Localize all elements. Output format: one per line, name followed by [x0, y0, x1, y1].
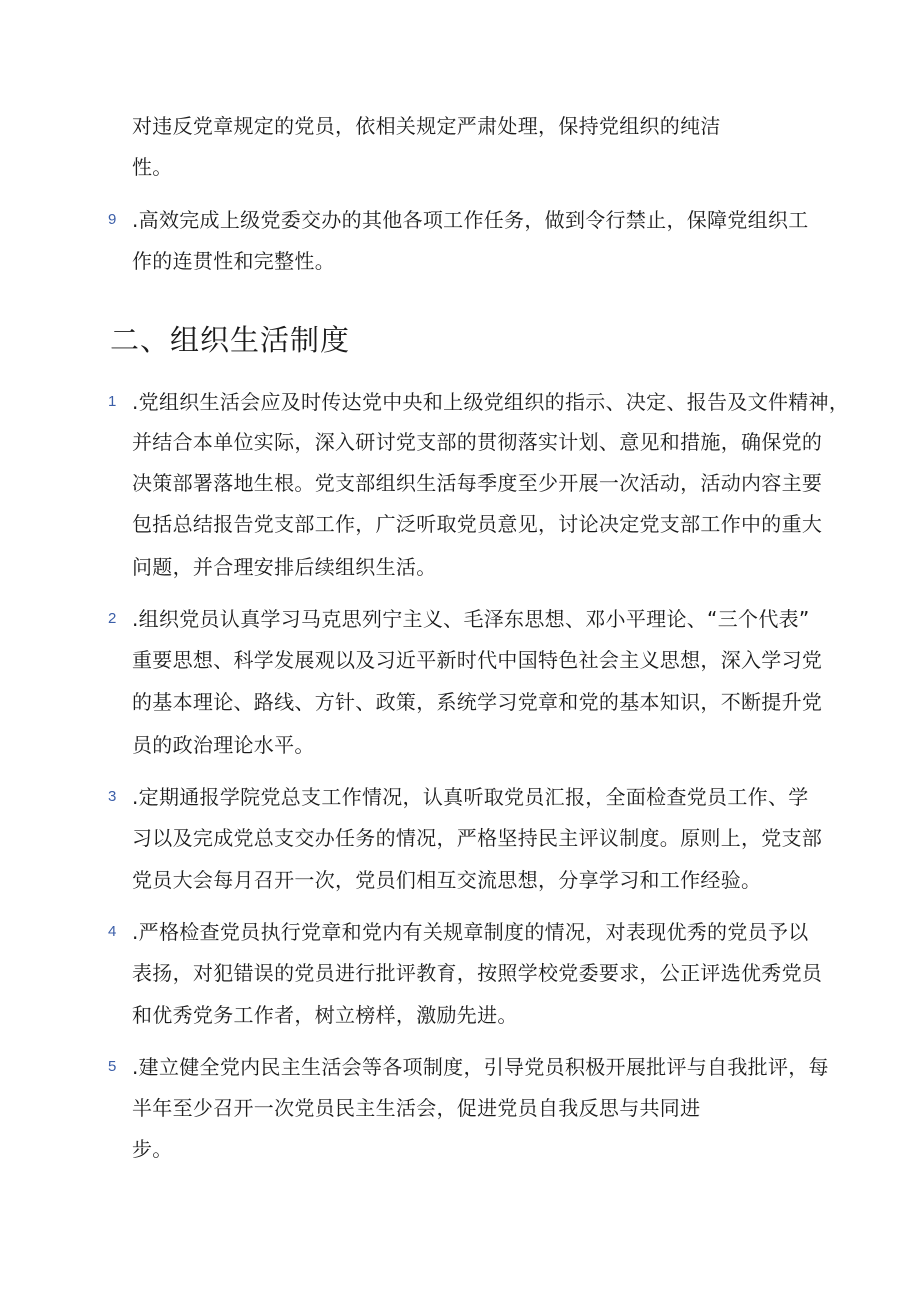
paragraph-line: 对违反党章规定的党员，依相关规定严肃处理，保持党组织的纯洁 — [132, 114, 721, 138]
paragraph-line: .建立健全党内民主生活会等各项制度，引导党员积极开展批评与自我批评，每 — [132, 1055, 829, 1079]
list-number: 4 — [108, 923, 117, 940]
list-number: 5 — [108, 1058, 117, 1075]
paragraph-line: 和优秀党务工作者，树立榜样，激励先进。 — [132, 1003, 518, 1027]
paragraph-line: 的基本理论、路线、方针、政策，系统学习党章和党的基本知识，不断提升党 — [132, 690, 823, 714]
list-number: 9 — [108, 211, 117, 228]
paragraph-line: .组织党员认真学习马克思列宁主义、毛泽东思想、邓小平理论、“三个代表” — [132, 607, 810, 631]
paragraph-line: 半年至少召开一次党员民主生活会，促进党员自我反思与共同进 — [132, 1096, 701, 1120]
list-number: 2 — [108, 610, 117, 627]
paragraph-line: 作的连贯性和完整性。 — [132, 249, 335, 273]
paragraph-line: 重要思想、科学发展观以及习近平新时代中国特色社会主义思想，深入学习党 — [132, 648, 823, 672]
paragraph-line: 党员大会每月召开一次，党员们相互交流思想，分享学习和工作经验。 — [132, 868, 762, 892]
paragraph-line: .高效完成上级党委交办的其他各项工作任务，做到令行禁止，保障党组织工 — [132, 208, 809, 232]
paragraph-line: .党组织生活会应及时传达党中央和上级党组织的指示、决定、报告及文件精神， — [132, 390, 850, 414]
paragraph-line: .定期通报学院党总支工作情况，认真听取党员汇报，全面检查党员工作、学 — [132, 785, 809, 809]
paragraph-line: .严格检查党员执行党章和党内有关规章制度的情况，对表现优秀的党员予以 — [132, 920, 809, 944]
paragraph-line: 并结合本单位实际，深入研讨党支部的贯彻落实计划、意见和措施，确保党的 — [132, 430, 823, 454]
section-heading: 二、组织生活制度 — [110, 323, 351, 357]
paragraph-line: 步。 — [132, 1137, 173, 1161]
paragraph-line: 问题，并合理安排后续组织生活。 — [132, 555, 437, 579]
paragraph-line: 性。 — [132, 155, 173, 179]
paragraph-line: 员的政治理论水平。 — [132, 733, 315, 757]
list-number: 1 — [108, 393, 117, 410]
paragraph-line: 决策部署落地生根。党支部组织生活每季度至少开展一次活动，活动内容主要 — [132, 471, 823, 495]
paragraph-line: 习以及完成党总支交办任务的情况，严格坚持民主评议制度。原则上，党支部 — [132, 826, 823, 850]
list-number: 3 — [108, 788, 117, 805]
paragraph-line: 包括总结报告党支部工作，广泛听取党员意见，讨论决定党支部工作中的重大 — [132, 512, 823, 536]
paragraph-line: 表扬，对犯错误的党员进行批评教育，按照学校党委要求，公正评选优秀党员 — [132, 961, 823, 985]
